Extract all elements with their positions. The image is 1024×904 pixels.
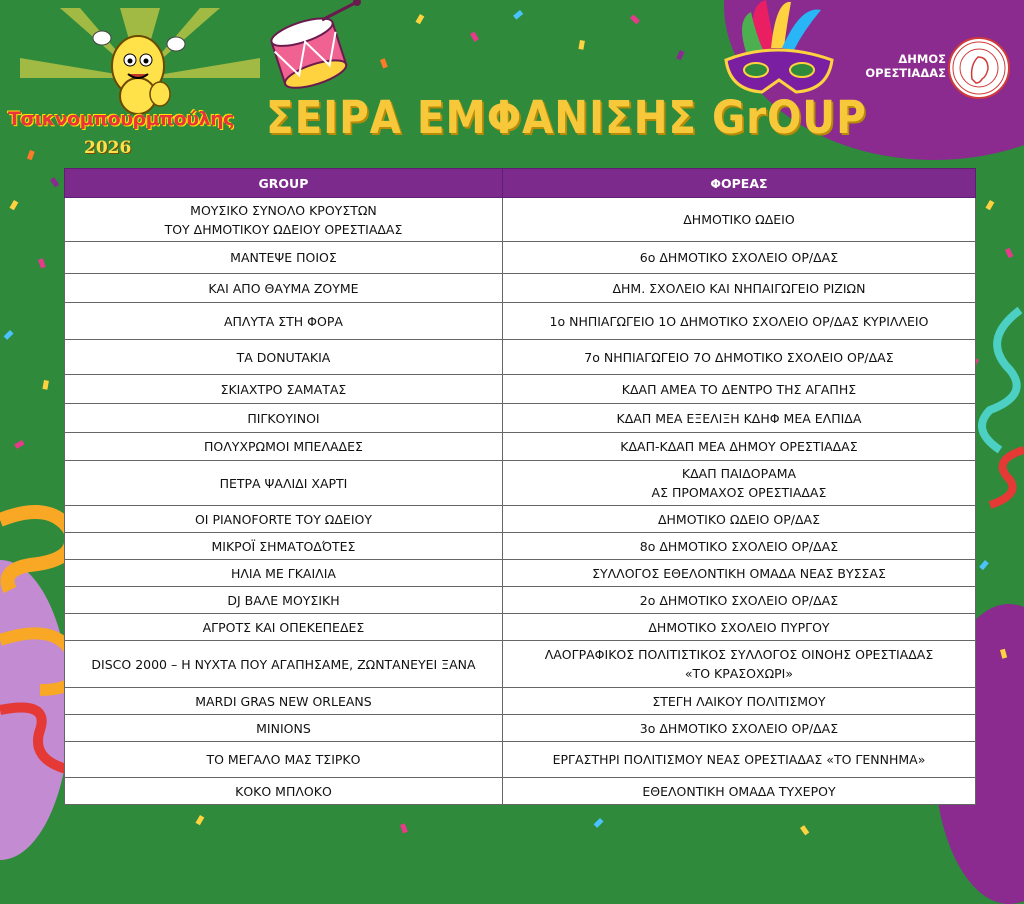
group-cell: MARDI GRAS NEW ORLEANS (65, 688, 503, 715)
group-cell: ΚΑΙ ΑΠΟ ΘΑΥΜΑ ΖΟΥΜΕ (65, 274, 503, 303)
group-cell: DJ ΒΑΛΕ ΜΟΥΣΙΚΗ (65, 587, 503, 614)
group-cell: ΜΑΝΤΕΨΕ ΠΟΙΟΣ (65, 242, 503, 274)
table-row (65, 715, 976, 742)
org-cell: ΔΗΜΟΤΙΚΟ ΣΧΟΛΕΙΟ ΠΥΡΓΟΥ (502, 614, 975, 641)
org-cell: ΛΑΟΓΡΑΦΙΚΟΣ ΠΟΛΙΤΙΣΤΙΚΟΣ ΣΥΛΛΟΓΟΣ ΟΙΝΟΗΣ ΟΡΕΣΤΙΑΔΑΣ «ΤΟ ΚΡΑΣΟΧΩΡΙ» (502, 641, 975, 688)
group-cell: ΜΙΚΡΟΪ ΣΗΜΑΤΟΔΌΤΕΣ (65, 533, 503, 560)
org-cell: ΔΗΜ. ΣΧΟΛΕΙΟ ΚΑΙ ΝΗΠΑΙΓΩΓΕΙΟ ΡΙΖΙΩΝ (502, 274, 975, 303)
logo-year: 2026 (84, 138, 132, 158)
mascot-logo-image (20, 8, 260, 166)
table-header-row (65, 169, 976, 198)
logo-title: Τσικνομπουρμπούλης (8, 108, 234, 130)
org-cell: ΔΗΜΟΤΙΚΟ ΩΔΕΙΟ (502, 198, 975, 242)
table-row (65, 688, 976, 715)
org-cell: ΚΔΑΠ ΜΕΑ ΕΞΕΛΙΞΗ ΚΔΗΦ ΜΕΑ ΕΛΠΙΔΑ (502, 404, 975, 433)
group-cell: ΜΟΥΣΙΚΟ ΣΥΝΟΛΟ ΚΡΟΥΣΤΩΝ ΤΟΥ ΔΗΜΟΤΙΚΟΥ ΩΔΕΙΟΥ ΟΡΕΣΤΙΑΔΑΣ (65, 198, 503, 242)
org-cell: ΕΘΕΛΟΝΤΙΚΗ ΟΜΑΔΑ ΤΥΧΕΡΟΥ (502, 778, 975, 805)
table-row (65, 560, 976, 587)
table-row (65, 506, 976, 533)
org-cell: ΣΤΕΓΗ ΛΑΙΚΟΥ ΠΟΛΙΤΙΣΜΟΥ (502, 688, 975, 715)
org-cell: ΔΗΜΟΤΙΚΟ ΩΔΕΙΟ ΟΡ/ΔΑΣ (502, 506, 975, 533)
group-cell: ΤΑ DONUTAKIA (65, 340, 503, 375)
org-cell: 6ο ΔΗΜΟΤΙΚΟ ΣΧΟΛΕΙΟ ΟΡ/ΔΑΣ (502, 242, 975, 274)
table-row (65, 614, 976, 641)
table-row (65, 433, 976, 461)
org-cell: 2ο ΔΗΜΟΤΙΚΟ ΣΧΟΛΕΙΟ ΟΡ/ΔΑΣ (502, 587, 975, 614)
group-cell: ΠΕΤΡΑ ΨΑΛΙΔΙ ΧΑΡΤΙ (65, 461, 503, 506)
org-cell: 3ο ΔΗΜΟΤΙΚΟ ΣΧΟΛΕΙΟ ΟΡ/ΔΑΣ (502, 715, 975, 742)
municipality-line2: ΟΡΕΣΤΙΑΔΑΣ (865, 66, 946, 80)
column-header-org: ΦΟΡΕΑΣ (502, 169, 975, 198)
table-row (65, 340, 976, 375)
org-cell: ΚΔΑΠ ΑΜΕΑ ΤΟ ΔΕΝΤΡΟ ΤΗΣ ΑΓΑΠΗΣ (502, 375, 975, 404)
org-cell: 8ο ΔΗΜΟΤΙΚΟ ΣΧΟΛΕΙΟ ΟΡ/ΔΑΣ (502, 533, 975, 560)
column-header-group: GROUP (65, 169, 503, 198)
drum-icon (262, 0, 362, 94)
group-cell: ΣΚΙΑΧΤΡΟ ΣΑΜΑΤΑΣ (65, 375, 503, 404)
table-row (65, 778, 976, 805)
table-row (65, 375, 976, 404)
table-row (65, 198, 976, 242)
page-title: ΣΕΙΡΑ ΕΜΦΑΝΙΣΗΣ GrOUP (266, 91, 867, 144)
table-row (65, 242, 976, 274)
group-cell: DISCO 2000 – Η ΝΥΧΤΑ ΠΟΥ ΑΓΑΠΗΣΑΜΕ, ΖΩΝΤΑΝΕΥΕΙ ΞΑΝΑ (65, 641, 503, 688)
table-row (65, 533, 976, 560)
org-cell: ΚΔΑΠ-ΚΔΑΠ ΜΕΑ ΔΗΜΟΥ ΟΡΕΣΤΙΑΔΑΣ (502, 433, 975, 461)
org-cell: 7ο ΝΗΠΙΑΓΩΓΕΙΟ 7Ο ΔΗΜΟΤΙΚΟ ΣΧΟΛΕΙΟ ΟΡ/ΔΑΣ (502, 340, 975, 375)
group-cell: ΟΙ PIANOFORTE ΤΟΥ ΩΔΕΙΟΥ (65, 506, 503, 533)
municipality-seal-image (948, 37, 1010, 99)
group-cell: MINIONS (65, 715, 503, 742)
org-cell: 1ο ΝΗΠΙΑΓΩΓΕΙΟ 1Ο ΔΗΜΟΤΙΚΟ ΣΧΟΛΕΙΟ ΟΡ/ΔΑΣ ΚΥΡΙΛΛΕΙΟ (502, 303, 975, 340)
table-row (65, 641, 976, 688)
municipality-name (856, 52, 946, 80)
group-cell: ΑΓΡΟΤΣ ΚΑΙ ΟΠΕΚΕΠΕΔΕΣ (65, 614, 503, 641)
municipality-line1: ΔΗΜΟΣ (898, 52, 946, 66)
group-cell: ΑΠΛΥΤΑ ΣΤΗ ΦΟΡΑ (65, 303, 503, 340)
group-cell: ΤΟ ΜΕΓΑΛΟ ΜΑΣ ΤΣΙΡΚΟ (65, 742, 503, 778)
table-row (65, 742, 976, 778)
group-cell: ΚΟΚΟ ΜΠΛΟΚΟ (65, 778, 503, 805)
table-row (65, 587, 976, 614)
table-row (65, 404, 976, 433)
table-row (65, 274, 976, 303)
group-cell: ΗΛΙΑ ΜΕ ΓΚΑΙΛΙΑ (65, 560, 503, 587)
group-cell: ΠΙΓΚΟΥΙΝΟΙ (65, 404, 503, 433)
table-row (65, 461, 976, 506)
org-cell: ΣΥΛΛΟΓΟΣ ΕΘΕΛΟΝΤΙΚΗ ΟΜΑΔΑ ΝΕΑΣ ΒΥΣΣΑΣ (502, 560, 975, 587)
org-cell: ΕΡΓΑΣΤΗΡΙ ΠΟΛΙΤΙΣΜΟΥ ΝΕΑΣ ΟΡΕΣΤΙΑΔΑΣ «ΤΟ ΓΕΝΝΗΜΑ» (502, 742, 975, 778)
org-cell: ΚΔΑΠ ΠΑΙΔΟΡΑΜΑ ΑΣ ΠΡΟΜΑΧΟΣ ΟΡΕΣΤΙΑΔΑΣ (502, 461, 975, 506)
table-row (65, 303, 976, 340)
schedule-table (64, 168, 976, 805)
group-cell: ΠΟΛΥΧΡΩΜΟΙ ΜΠΕΛΑΔΕΣ (65, 433, 503, 461)
